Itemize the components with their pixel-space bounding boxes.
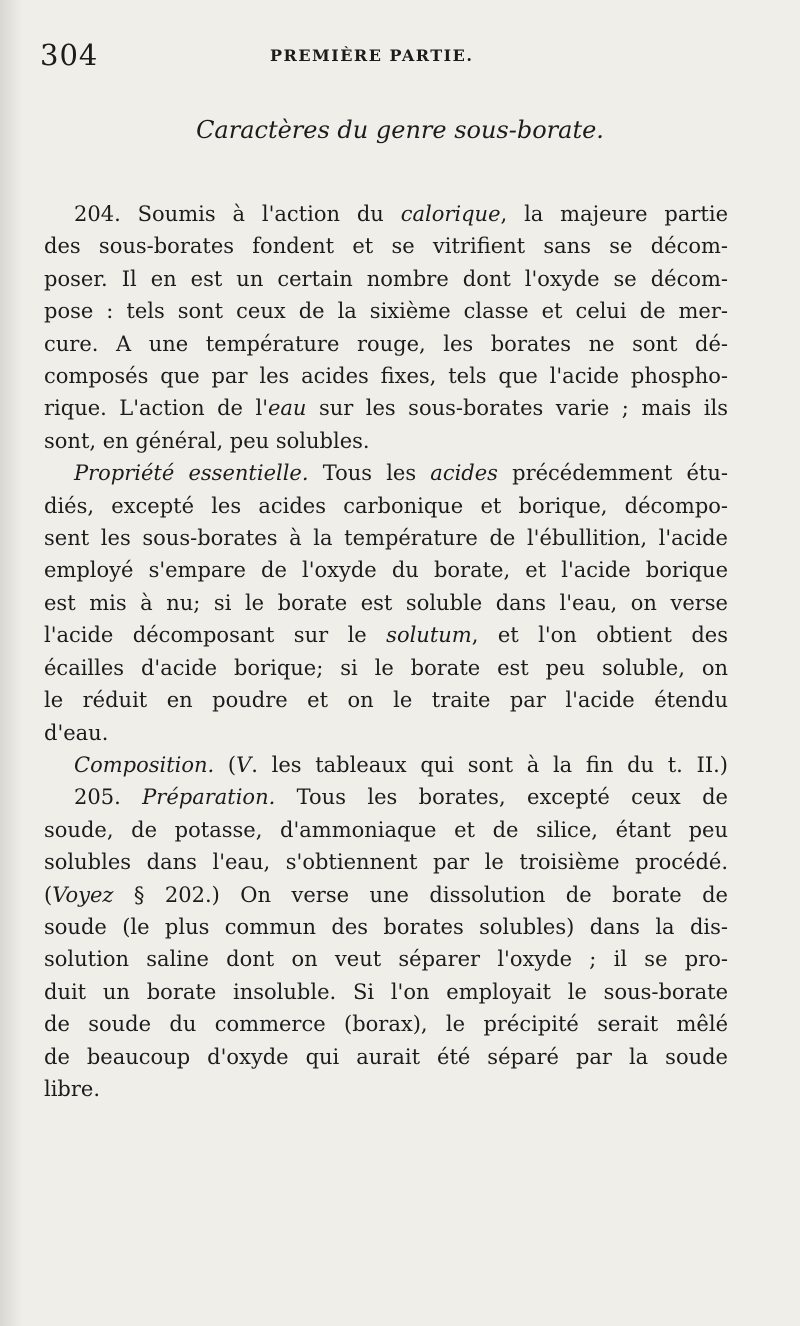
- text-line: de beaucoup d'oxyde qui aurait été séparé par la soude: [44, 1044, 728, 1069]
- run-in-heading: Propriété essentielle.: [74, 461, 309, 486]
- paragraph-number: 205.: [74, 785, 121, 810]
- text-line: [44, 619, 728, 651]
- text-line: soude, de potasse, d'ammoniaque et de silice, étant peu: [44, 817, 728, 842]
- text-line: d'eau.: [44, 720, 109, 745]
- text-line: solution saline dont on veut séparer l'oxyde ; il se pro-: [44, 947, 728, 972]
- text-line: [44, 198, 728, 230]
- text-line: de soude du commerce (borax), le précipité serait mêlé: [44, 1012, 728, 1037]
- text-line: [44, 392, 728, 424]
- text-line: cure. A une température rouge, les borates ne sont dé-: [44, 331, 728, 356]
- run-in-heading: Composition.: [74, 752, 215, 777]
- paragraph-number: 204.: [74, 202, 121, 226]
- text-line: solubles dans l'eau, s'obtiennent par le troisième procédé.: [44, 850, 728, 875]
- text-line: employé s'empare de l'oxyde du borate, et l'acide borique: [44, 558, 728, 583]
- text-span: l'acide décomposant sur le: [44, 623, 387, 648]
- emphasis-text: calorique: [400, 202, 501, 226]
- emphasis-text: solutum: [386, 623, 472, 648]
- text-line: [44, 781, 728, 813]
- text-span: , et l'on obtient des: [471, 623, 728, 648]
- text-span: . les tableaux qui sont à la fin du t. II.): [251, 752, 728, 777]
- text-line: [44, 879, 728, 911]
- emphasis-text: eau: [267, 396, 307, 421]
- emphasis-text: acides: [430, 461, 498, 486]
- text-span: rique. L'action de l': [44, 396, 268, 421]
- text-span: précédemment étu-: [497, 461, 728, 486]
- text-line: diés, excepté les acides carbonique et borique, décompo-: [44, 493, 728, 518]
- emphasis-text: Voyez: [52, 882, 114, 907]
- run-in-heading: Préparation.: [142, 785, 276, 810]
- text-span: Tous les borates, excepté ceux de: [275, 785, 728, 810]
- text-span: , la majeure partie: [500, 202, 729, 226]
- text-line: libre.: [44, 1076, 101, 1101]
- text-span: Soumis à l'action du: [137, 202, 401, 226]
- text-line: sont, en général, peu solubles.: [44, 428, 370, 453]
- text-line: sent les sous-borates à la température de l'ébullition, l'acide: [44, 526, 728, 551]
- text-line: [44, 457, 728, 489]
- body-text: [44, 198, 728, 1105]
- text-span: § 202.) On verse une dissolution de borate de: [113, 882, 728, 907]
- text-line: duit un borate insoluble. Si l'on employait le sous-borate: [44, 979, 728, 1004]
- text-line: le réduit en poudre et on le traite par l'acide étendu: [44, 688, 728, 713]
- text-span: (: [214, 752, 237, 777]
- text-line: [44, 749, 728, 781]
- page-number: 304: [40, 38, 99, 72]
- text-line: poser. Il en est un certain nombre dont l'oxyde se décom-: [44, 266, 728, 291]
- text-span: sur les sous-borates varie ; mais ils: [306, 396, 728, 421]
- text-line: des sous-borates fondent et se vitrifient sans se décom-: [44, 234, 728, 259]
- text-line: est mis à nu; si le borate est soluble dans l'eau, on verse: [44, 590, 728, 615]
- emphasis-text: V: [236, 752, 252, 777]
- text-line: soude (le plus commun des borates solubles) dans la dis-: [44, 914, 728, 939]
- text-span: Tous les: [308, 461, 431, 486]
- running-head: PREMIÈRE PARTIE.: [270, 46, 474, 65]
- text-line: pose : tels sont ceux de la sixième classe et celui de mer-: [44, 299, 728, 324]
- text-line: écailles d'acide borique; si le borate est peu soluble, on: [44, 655, 728, 680]
- text-line: composés que par les acides fixes, tels que l'acide phospho-: [44, 364, 728, 389]
- section-title: Caractères du genre sous-borate.: [196, 116, 604, 144]
- text-span: (: [44, 882, 53, 907]
